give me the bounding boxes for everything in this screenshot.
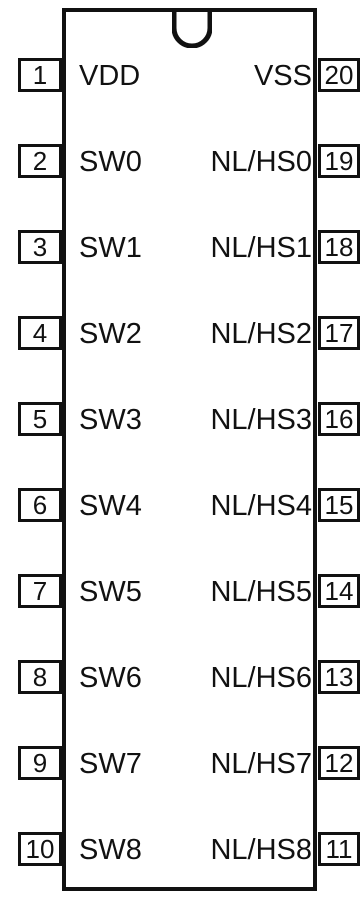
pin-label-left: SW6: [79, 662, 142, 694]
pin-number-left: 3: [18, 230, 62, 264]
pin-number-left: 9: [18, 746, 62, 780]
pin-number-right: 16: [318, 402, 360, 436]
pin-label-left: SW4: [79, 490, 142, 522]
pin-label-left: VDD: [79, 60, 141, 92]
pin-row: [0, 826, 362, 874]
orientation-notch: [172, 8, 212, 48]
pin-number-right: 14: [318, 574, 360, 608]
pin-number-right: 20: [318, 58, 360, 92]
pin-label-right: NL/HS6: [210, 662, 312, 694]
pin-number-right: 12: [318, 746, 360, 780]
pin-number-right: 15: [318, 488, 360, 522]
pin-number-right: 11: [318, 832, 360, 866]
pin-label-left: SW8: [79, 834, 142, 866]
pin-row: [0, 740, 362, 788]
pin-row: [0, 224, 362, 272]
pin-label-right: NL/HS0: [210, 146, 312, 178]
pin-row: [0, 482, 362, 530]
pin-row: [0, 310, 362, 358]
pin-label-right: NL/HS7: [210, 748, 312, 780]
pin-label-right: NL/HS5: [210, 576, 312, 608]
pin-label-right: VSS: [253, 60, 312, 92]
pin-number-left: 2: [18, 144, 62, 178]
pin-number-left: 6: [18, 488, 62, 522]
pin-number-right: 13: [318, 660, 360, 694]
pin-label-left: SW0: [79, 146, 142, 178]
pin-row: [0, 654, 362, 702]
pin-row: [0, 568, 362, 616]
pin-label-left: SW2: [79, 318, 142, 350]
pin-number-left: 4: [18, 316, 62, 350]
pin-label-left: SW1: [79, 232, 142, 264]
pin-label-left: SW7: [79, 748, 142, 780]
pin-label-right: NL/HS4: [210, 490, 312, 522]
pin-number-right: 17: [318, 316, 360, 350]
pin-number-right: 18: [318, 230, 360, 264]
pin-label-right: NL/HS3: [210, 404, 312, 436]
pin-row: [0, 396, 362, 444]
pin-number-right: 19: [318, 144, 360, 178]
pin-label-right: NL/HS2: [210, 318, 312, 350]
pin-label-left: SW3: [79, 404, 142, 436]
pin-number-left: 5: [18, 402, 62, 436]
pin-number-left: 8: [18, 660, 62, 694]
pin-number-left: 10: [18, 832, 62, 866]
pin-number-left: 1: [18, 58, 62, 92]
pin-label-right: NL/HS1: [210, 232, 312, 264]
pin-label-right: NL/HS8: [210, 834, 312, 866]
pin-row: [0, 138, 362, 186]
pin-row: [0, 52, 362, 100]
pin-number-left: 7: [18, 574, 62, 608]
pin-label-left: SW5: [79, 576, 142, 608]
